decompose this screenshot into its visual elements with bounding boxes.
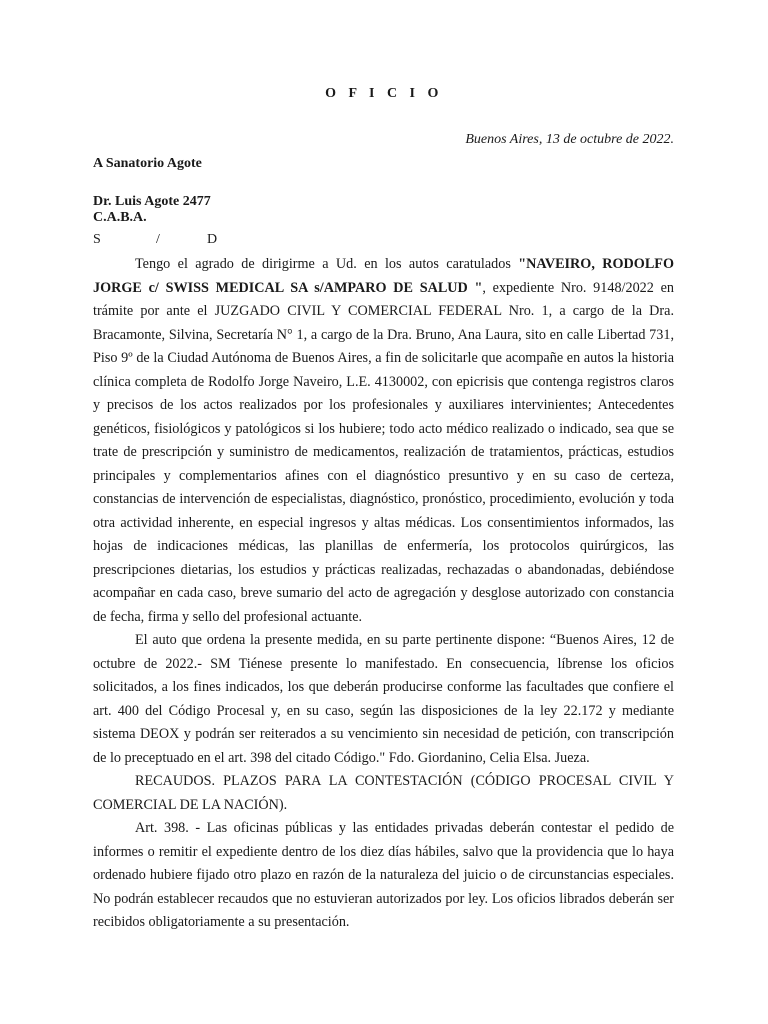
paragraph-request-rest: , expediente Nro. 9148/2022 en trámite por ante el JUZGADO CIVIL Y COMERCIAL FEDERAL Nro. 1, a cargo de la Dra. Bracamonte, Silvina, Secretaría N° 1, a cargo de la Dra. Bruno, Ana Laura, sito en calle Libertad 731, Piso 9º de la Ciudad Autónoma de Buenos Aires, a fin de solicitarle que acompañe en autos la historia clínica completa de Rodolfo Jorge Naveiro, L.E. 4130002, con epicrisis que contenga registros claros y precisos de los actos realizados por los profesionales y auxiliares intervinientes; Antecedentes genéticos, fisiológicos y patológicos si los hubiere; todo acto médico realizado o indicado, sea que se trate de prescripción y suministro de medicamentos, realización de tratamientos, prácticas, estudios principales y complementarios afines con el diagnóstico presuntivo y en su caso de certeza, constancias de intervención de especialistas, diagnóstico, pronóstico, procedimiento, evolución y toda otra actividad inherente, en especial ingresos y altas médicas. Los consentimientos informados, las hojas de indicaciones médicas, las planillas de enfermería, los protocolos quirúrgicos, las prescripciones dietarias, los estudios y prácticas realizadas, rechazadas o abandonadas, debiéndose acompañar en cada caso, breve sumario del acto de agregación y desglose autorizado con constancia de fecha, firma y sello del profesional actuante. — [93, 279, 674, 625]
sd-slash: / — [156, 232, 160, 247]
document-title: O F I C I O — [325, 86, 443, 101]
paragraph-article-398: Art. 398. - Las oficinas públicas y las entidades privadas deberán contestar el pedido de informes o remitir el expediente dentro de los diez días hábiles, salvo que la providencia que lo haya ordenado hubiere fijado otro plazo en razón de la naturaleza del juicio o de circunstancias especiales. No podrán establecer recaudos que no estuvieran autorizados por ley. Los oficios librados deberán ser recibidos obligatoriamente a su presentación. — [93, 820, 674, 930]
paragraph-requirements-heading: RECAUDOS. PLAZOS PARA LA CONTESTACIÓN (CÓDIGO PROCESAL CIVIL Y COMERCIAL DE LA NACIÓN). — [93, 773, 674, 813]
paragraph-court-order: El auto que ordena la presente medida, en su parte pertinente dispone: “Buenos Aires, 12 de octubre de 2022.- SM Tiénese presente lo manifestado. En consecuencia, líbrense los oficios solicitados, a los fines indicados, los que deberán producirse conforme las facultades que confiere el art. 400 del Código Procesal y, en su caso, según las disposiciones de la ley 22.172 y mediante sistema DEOX y podrán ser reiterados a su vencimiento sin necesidad de petición, con transcripción de lo preceptuado en el art. 398 del citado Código." Fdo. Giordanino, Celia Elsa. Jueza. — [93, 632, 674, 766]
sd-s: S — [93, 232, 101, 247]
paragraph-request — [93, 253, 674, 629]
document-date: Buenos Aires, 13 de octubre de 2022. — [465, 132, 674, 147]
case-caption: "NAVEIRO, RODOLFO JORGE c/ SWISS MEDICAL SA s/AMPARO DE SALUD " — [93, 256, 674, 296]
recipient-address: Dr. Luis Agote 2477 — [93, 194, 211, 209]
sd-d: D — [207, 232, 218, 247]
paragraph-request-intro: Tengo el agrado de dirigirme a Ud. en los autos caratulados — [135, 256, 519, 272]
recipient-city: C.A.B.A. — [93, 210, 147, 225]
recipient-name: A Sanatorio Agote — [93, 156, 202, 171]
document-body — [93, 253, 674, 935]
